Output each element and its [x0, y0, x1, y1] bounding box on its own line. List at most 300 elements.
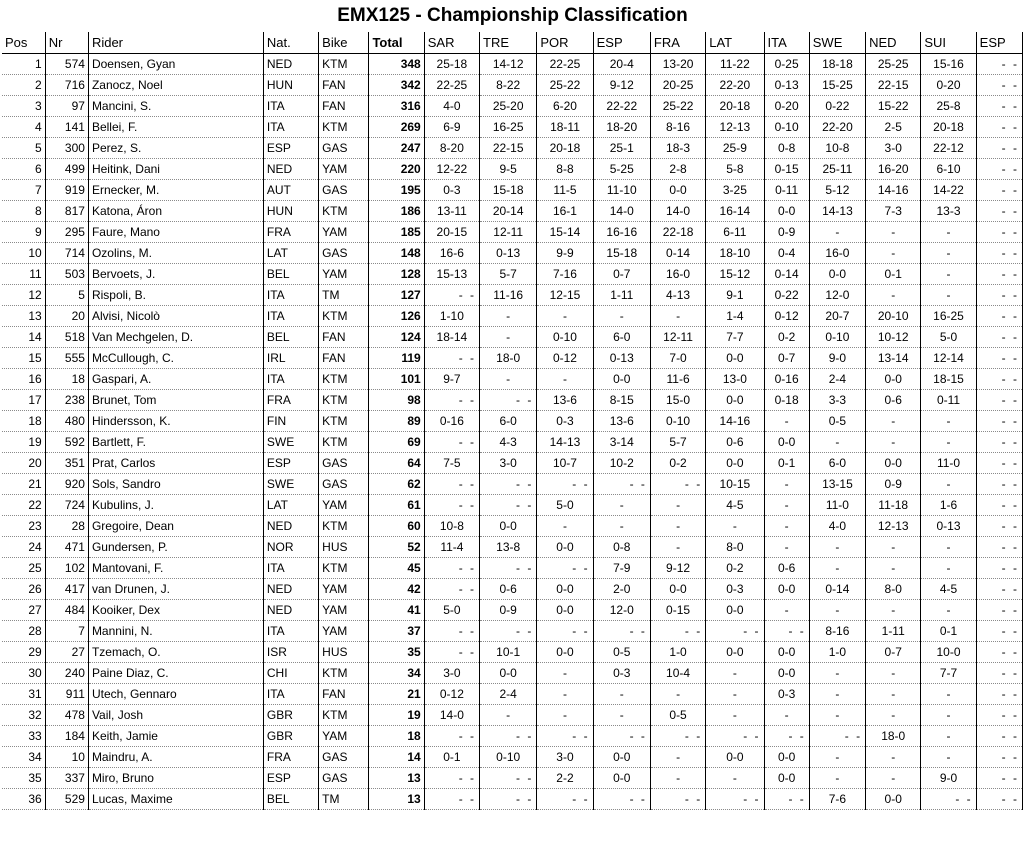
round-result-cell: 14-0 [650, 200, 705, 221]
pos-cell: 16 [2, 368, 45, 389]
rider-number-cell: 27 [45, 641, 88, 662]
round-result-cell: 22-15 [480, 137, 537, 158]
round-result-cell: - [650, 305, 705, 326]
round-result-cell: 0-15 [650, 599, 705, 620]
rider-name-cell: Gundersen, P. [88, 536, 263, 557]
round-result-cell: - [809, 683, 865, 704]
round-result-cell: - - [650, 473, 705, 494]
round-result-cell: 6-0 [809, 452, 865, 473]
round-result-cell: 18-0 [866, 725, 921, 746]
round-result-cell: 0-0 [764, 746, 809, 767]
rider-name-cell: Vail, Josh [88, 704, 263, 725]
nationality-cell: NED [263, 53, 318, 74]
pos-cell: 4 [2, 116, 45, 137]
round-result-cell: - - [976, 116, 1022, 137]
pos-cell: 35 [2, 767, 45, 788]
col-header-pos: Pos [2, 32, 45, 53]
round-result-cell: - [650, 494, 705, 515]
col-header-rider: Rider [88, 32, 263, 53]
round-result-cell: 7-7 [921, 662, 976, 683]
rider-name-cell: Perez, S. [88, 137, 263, 158]
rider-name-cell: Hindersson, K. [88, 410, 263, 431]
nationality-cell: FRA [263, 221, 318, 242]
round-result-cell: 2-8 [650, 158, 705, 179]
rider-number-cell: 920 [45, 473, 88, 494]
round-result-cell: - - [537, 557, 593, 578]
nationality-cell: AUT [263, 179, 318, 200]
rider-name-cell: Prat, Carlos [88, 452, 263, 473]
nationality-cell: NED [263, 515, 318, 536]
round-result-cell: - - [976, 179, 1022, 200]
pos-cell: 12 [2, 284, 45, 305]
rider-name-cell: Mannini, N. [88, 620, 263, 641]
total-points-cell: 61 [369, 494, 424, 515]
rider-number-cell: 911 [45, 683, 88, 704]
round-result-cell: 0-1 [866, 263, 921, 284]
round-result-cell: 0-2 [764, 326, 809, 347]
round-result-cell: 10-2 [593, 452, 650, 473]
round-result-cell: - [764, 536, 809, 557]
round-result-cell: - - [809, 725, 865, 746]
round-result-cell: 0-3 [764, 683, 809, 704]
round-result-cell: 0-0 [809, 263, 865, 284]
round-result-cell: - [537, 368, 593, 389]
round-result-cell: - - [593, 473, 650, 494]
round-result-cell: 9-1 [706, 284, 764, 305]
round-result-cell: 14-16 [866, 179, 921, 200]
round-result-cell: 10-0 [921, 641, 976, 662]
round-result-cell: 0-0 [593, 368, 650, 389]
nationality-cell: ITA [263, 116, 318, 137]
round-result-cell: - - [424, 620, 479, 641]
round-result-cell: - [866, 557, 921, 578]
col-header-round: ESP [976, 32, 1022, 53]
round-result-cell: - - [976, 620, 1022, 641]
total-points-cell: 60 [369, 515, 424, 536]
round-result-cell: - - [976, 683, 1022, 704]
round-result-cell: 0-3 [537, 410, 593, 431]
round-result-cell: 7-7 [706, 326, 764, 347]
round-result-cell: 8-16 [650, 116, 705, 137]
round-result-cell: 16-14 [706, 200, 764, 221]
bike-cell: HUS [319, 641, 369, 662]
rider-name-cell: Gaspari, A. [88, 368, 263, 389]
round-result-cell: 4-5 [921, 578, 976, 599]
round-result-cell: 0-3 [593, 662, 650, 683]
rider-number-cell: 20 [45, 305, 88, 326]
round-result-cell: 15-25 [809, 74, 865, 95]
round-result-cell: - [650, 746, 705, 767]
bike-cell: TM [319, 284, 369, 305]
bike-cell: KTM [319, 389, 369, 410]
round-result-cell: 10-12 [866, 326, 921, 347]
rider-name-cell: Keith, Jamie [88, 725, 263, 746]
round-result-cell: 25-22 [650, 95, 705, 116]
round-result-cell: 5-8 [706, 158, 764, 179]
round-result-cell: 4-3 [480, 431, 537, 452]
total-points-cell: 186 [369, 200, 424, 221]
bike-cell: YAM [319, 263, 369, 284]
round-result-cell: 0-10 [650, 410, 705, 431]
round-result-cell: 18-15 [921, 368, 976, 389]
col-header-round: TRE [480, 32, 537, 53]
table-row [2, 620, 1023, 641]
round-result-cell: 0-22 [809, 95, 865, 116]
round-result-cell: 18-18 [809, 53, 865, 74]
col-header-nat: Nat. [263, 32, 318, 53]
pos-cell: 19 [2, 431, 45, 452]
round-result-cell: 13-14 [866, 347, 921, 368]
round-result-cell: - - [480, 557, 537, 578]
rider-number-cell: 724 [45, 494, 88, 515]
table-row [2, 179, 1023, 200]
rider-name-cell: Lucas, Maxime [88, 788, 263, 809]
total-points-cell: 220 [369, 158, 424, 179]
round-result-cell: 16-1 [537, 200, 593, 221]
round-result-cell: 25-25 [866, 53, 921, 74]
round-result-cell: 20-18 [706, 95, 764, 116]
round-result-cell: 0-3 [706, 578, 764, 599]
round-result-cell: - - [650, 620, 705, 641]
total-points-cell: 18 [369, 725, 424, 746]
table-row [2, 662, 1023, 683]
rider-number-cell: 97 [45, 95, 88, 116]
round-result-cell: 0-8 [764, 137, 809, 158]
table-row [2, 53, 1023, 74]
pos-cell: 7 [2, 179, 45, 200]
table-row [2, 326, 1023, 347]
round-result-cell: 13-11 [424, 200, 479, 221]
round-result-cell: 13-0 [706, 368, 764, 389]
round-result-cell: - - [976, 326, 1022, 347]
round-result-cell: 11-10 [593, 179, 650, 200]
round-result-cell: - - [976, 767, 1022, 788]
round-result-cell: - [480, 704, 537, 725]
rider-name-cell: Zanocz, Noel [88, 74, 263, 95]
round-result-cell: 0-0 [480, 515, 537, 536]
round-result-cell: - [921, 221, 976, 242]
round-result-cell: - - [706, 725, 764, 746]
nationality-cell: BEL [263, 788, 318, 809]
round-result-cell: 0-14 [809, 578, 865, 599]
round-result-cell: - - [976, 599, 1022, 620]
round-result-cell: - [537, 683, 593, 704]
pos-cell: 2 [2, 74, 45, 95]
round-result-cell: 25-20 [480, 95, 537, 116]
round-result-cell: 3-0 [537, 746, 593, 767]
round-result-cell: 0-2 [706, 557, 764, 578]
round-result-cell: 15-22 [866, 95, 921, 116]
table-row [2, 221, 1023, 242]
round-result-cell: 14-22 [921, 179, 976, 200]
rider-number-cell: 817 [45, 200, 88, 221]
round-result-cell: 6-0 [480, 410, 537, 431]
round-result-cell: 2-4 [809, 368, 865, 389]
round-result-cell: 0-12 [537, 347, 593, 368]
round-result-cell: 13-8 [480, 536, 537, 557]
round-result-cell: 0-0 [866, 452, 921, 473]
round-result-cell: 0-13 [764, 74, 809, 95]
round-result-cell: - [764, 494, 809, 515]
round-result-cell: 1-4 [706, 305, 764, 326]
rider-number-cell: 18 [45, 368, 88, 389]
round-result-cell: 18-10 [706, 242, 764, 263]
round-result-cell: 0-0 [706, 599, 764, 620]
round-result-cell: 3-0 [480, 452, 537, 473]
round-result-cell: 20-7 [809, 305, 865, 326]
round-result-cell: - [809, 221, 865, 242]
round-result-cell: 15-18 [480, 179, 537, 200]
round-result-cell: 6-10 [921, 158, 976, 179]
bike-cell: GAS [319, 473, 369, 494]
round-result-cell: 15-0 [650, 389, 705, 410]
round-result-cell: - - [976, 221, 1022, 242]
total-points-cell: 128 [369, 263, 424, 284]
nationality-cell: ITA [263, 620, 318, 641]
nationality-cell: LAT [263, 242, 318, 263]
pos-cell: 13 [2, 305, 45, 326]
round-result-cell: - [706, 767, 764, 788]
round-result-cell: 0-10 [480, 746, 537, 767]
round-result-cell: - - [706, 788, 764, 809]
round-result-cell: 0-0 [537, 536, 593, 557]
round-result-cell: 13-15 [809, 473, 865, 494]
round-result-cell: - [866, 410, 921, 431]
nationality-cell: GBR [263, 725, 318, 746]
round-result-cell: - - [424, 788, 479, 809]
round-result-cell: 0-0 [866, 788, 921, 809]
nationality-cell: ISR [263, 641, 318, 662]
round-result-cell: 13-6 [537, 389, 593, 410]
round-result-cell: 0-6 [706, 431, 764, 452]
round-result-cell: - - [976, 137, 1022, 158]
round-result-cell: 2-0 [593, 578, 650, 599]
total-points-cell: 45 [369, 557, 424, 578]
round-result-cell: 20-25 [650, 74, 705, 95]
round-result-cell: 0-0 [706, 347, 764, 368]
round-result-cell: - [764, 410, 809, 431]
round-result-cell: 0-0 [480, 662, 537, 683]
round-result-cell: 11-16 [480, 284, 537, 305]
round-result-cell: - - [424, 473, 479, 494]
total-points-cell: 185 [369, 221, 424, 242]
round-result-cell: 14-0 [593, 200, 650, 221]
total-points-cell: 14 [369, 746, 424, 767]
nationality-cell: NED [263, 158, 318, 179]
rider-number-cell: 28 [45, 515, 88, 536]
round-result-cell: 16-20 [866, 158, 921, 179]
table-row [2, 536, 1023, 557]
round-result-cell: - - [976, 368, 1022, 389]
round-result-cell: 14-13 [537, 431, 593, 452]
round-result-cell: 13-20 [650, 53, 705, 74]
bike-cell: FAN [319, 95, 369, 116]
round-result-cell: - [866, 242, 921, 263]
round-result-cell: 0-0 [706, 746, 764, 767]
round-result-cell: 18-14 [424, 326, 479, 347]
round-result-cell: - [809, 599, 865, 620]
round-result-cell: 10-1 [480, 641, 537, 662]
total-points-cell: 119 [369, 347, 424, 368]
round-result-cell: 0-9 [866, 473, 921, 494]
rider-name-cell: Miro, Bruno [88, 767, 263, 788]
pos-cell: 9 [2, 221, 45, 242]
pos-cell: 8 [2, 200, 45, 221]
round-result-cell: - [921, 557, 976, 578]
round-result-cell: 0-20 [764, 95, 809, 116]
rider-name-cell: Kooiker, Dex [88, 599, 263, 620]
round-result-cell: - - [650, 725, 705, 746]
round-result-cell: - - [976, 641, 1022, 662]
round-result-cell: 14-16 [706, 410, 764, 431]
round-result-cell: - [480, 326, 537, 347]
round-result-cell: 16-0 [650, 263, 705, 284]
total-points-cell: 19 [369, 704, 424, 725]
round-result-cell: 11-0 [921, 452, 976, 473]
pos-cell: 5 [2, 137, 45, 158]
rider-name-cell: Bellei, F. [88, 116, 263, 137]
nationality-cell: BEL [263, 326, 318, 347]
pos-cell: 21 [2, 473, 45, 494]
round-result-cell: - [921, 242, 976, 263]
round-result-cell: 22-25 [424, 74, 479, 95]
bike-cell: GAS [319, 746, 369, 767]
nationality-cell: ITA [263, 284, 318, 305]
round-result-cell: 15-14 [537, 221, 593, 242]
nationality-cell: LAT [263, 494, 318, 515]
round-result-cell: - - [480, 494, 537, 515]
round-result-cell: - - [976, 746, 1022, 767]
round-result-cell: 1-11 [593, 284, 650, 305]
col-header-round: LAT [706, 32, 764, 53]
round-result-cell: 11-6 [650, 368, 705, 389]
round-result-cell: 0-0 [764, 767, 809, 788]
nationality-cell: CHI [263, 662, 318, 683]
round-result-cell: 4-0 [809, 515, 865, 536]
pos-cell: 33 [2, 725, 45, 746]
rider-name-cell: Maindru, A. [88, 746, 263, 767]
round-result-cell: 22-20 [809, 116, 865, 137]
round-result-cell: - - [593, 788, 650, 809]
round-result-cell: - [809, 662, 865, 683]
round-result-cell: - [480, 305, 537, 326]
round-result-cell: - [706, 515, 764, 536]
rider-name-cell: Van Mechgelen, D. [88, 326, 263, 347]
round-result-cell: - - [976, 536, 1022, 557]
round-result-cell: 0-6 [480, 578, 537, 599]
round-result-cell: 3-0 [866, 137, 921, 158]
round-result-cell: 18-0 [480, 347, 537, 368]
round-result-cell: 4-5 [706, 494, 764, 515]
round-result-cell: 1-6 [921, 494, 976, 515]
nationality-cell: HUN [263, 200, 318, 221]
nationality-cell: FRA [263, 746, 318, 767]
table-row [2, 410, 1023, 431]
round-result-cell: - [593, 515, 650, 536]
round-result-cell: 12-22 [424, 158, 479, 179]
round-result-cell: - [921, 599, 976, 620]
round-result-cell: 0-0 [706, 641, 764, 662]
nationality-cell: FIN [263, 410, 318, 431]
total-points-cell: 195 [369, 179, 424, 200]
round-result-cell: - - [424, 389, 479, 410]
rider-name-cell: Alvisi, Nicolò [88, 305, 263, 326]
round-result-cell: - - [976, 788, 1022, 809]
round-result-cell: 12-11 [650, 326, 705, 347]
total-points-cell: 42 [369, 578, 424, 599]
pos-cell: 24 [2, 536, 45, 557]
bike-cell: KTM [319, 662, 369, 683]
table-row [2, 158, 1023, 179]
table-row [2, 263, 1023, 284]
pos-cell: 27 [2, 599, 45, 620]
bike-cell: GAS [319, 179, 369, 200]
round-result-cell: - - [424, 431, 479, 452]
round-result-cell: 22-20 [706, 74, 764, 95]
rider-name-cell: Mancini, S. [88, 95, 263, 116]
nationality-cell: BEL [263, 263, 318, 284]
round-result-cell: 0-16 [424, 410, 479, 431]
round-result-cell: 0-13 [593, 347, 650, 368]
round-result-cell: 18-3 [650, 137, 705, 158]
round-result-cell: 15-16 [921, 53, 976, 74]
round-result-cell: 16-16 [593, 221, 650, 242]
rider-number-cell: 592 [45, 431, 88, 452]
table-row [2, 368, 1023, 389]
bike-cell: FAN [319, 347, 369, 368]
classification-table [2, 32, 1023, 810]
round-result-cell: 8-0 [866, 578, 921, 599]
round-result-cell: 11-22 [706, 53, 764, 74]
round-result-cell: 15-12 [706, 263, 764, 284]
round-result-cell: - [921, 284, 976, 305]
round-result-cell: - [537, 704, 593, 725]
round-result-cell: - [593, 704, 650, 725]
round-result-cell: 7-0 [650, 347, 705, 368]
nationality-cell: ITA [263, 368, 318, 389]
round-result-cell: 0-22 [764, 284, 809, 305]
round-result-cell: - [764, 599, 809, 620]
total-points-cell: 69 [369, 431, 424, 452]
round-result-cell: 25-18 [424, 53, 479, 74]
pos-cell: 20 [2, 452, 45, 473]
round-result-cell: 10-8 [424, 515, 479, 536]
col-header-bike: Bike [319, 32, 369, 53]
pos-cell: 18 [2, 410, 45, 431]
pos-cell: 26 [2, 578, 45, 599]
round-result-cell: 25-1 [593, 137, 650, 158]
round-result-cell: - - [424, 641, 479, 662]
bike-cell: KTM [319, 410, 369, 431]
round-result-cell: 22-12 [921, 137, 976, 158]
rider-name-cell: Ernecker, M. [88, 179, 263, 200]
col-header-round: SAR [424, 32, 479, 53]
round-result-cell: 9-12 [650, 557, 705, 578]
round-result-cell: - - [537, 473, 593, 494]
nationality-cell: NED [263, 599, 318, 620]
bike-cell: YAM [319, 725, 369, 746]
rider-name-cell: Rispoli, B. [88, 284, 263, 305]
round-result-cell: 3-3 [809, 389, 865, 410]
round-result-cell: 25-22 [537, 74, 593, 95]
table-row [2, 473, 1023, 494]
pos-cell: 23 [2, 515, 45, 536]
total-points-cell: 41 [369, 599, 424, 620]
round-result-cell: 7-16 [537, 263, 593, 284]
round-result-cell: - - [537, 788, 593, 809]
rider-number-cell: 295 [45, 221, 88, 242]
round-result-cell: - [650, 536, 705, 557]
